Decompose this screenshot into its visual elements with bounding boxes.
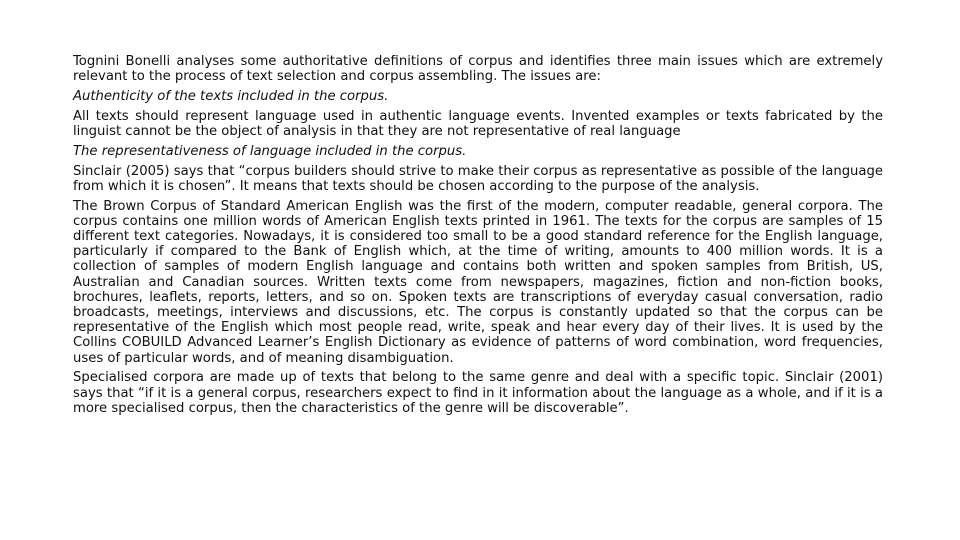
text-body [73, 54, 883, 421]
paragraph-intro: Tognini Bonelli analyses some authoritative definitions of corpus and identifies three main issues which are extremely relevant to the process of text selection and corpus assembling. The issues are: [73, 54, 883, 85]
paragraph-specialised-corpora: Specialised corpora are made up of texts that belong to the same genre and deal with a specific topic. Sinclair (2001) says that “if it is a general corpus, researchers expect to find in it information about the language as a whole, and if it is a more specialised corpus, then the characteristics of the genre will be discoverable”. [73, 370, 883, 416]
paragraph-authenticity: All texts should represent language used in authentic language events. Invented examples or texts fabricated by the linguist cannot be the object of analysis in that they are not representative of real language [73, 108, 883, 139]
heading-representativeness: The representativeness of language included in the corpus. [73, 143, 467, 159]
paragraph-brown-corpus: The Brown Corpus of Standard American English was the first of the modern, computer readable, general corpora. The corpus contains one million words of American English texts printed in 1961. The texts for the corpus are samples of 15 different text categories. Nowadays, it is considered too small to be a good standard reference for the English language, particularly if compared to the Bank of English which, at the time of writing, amounts to 400 million words. It is a collection of samples of modern English language and contains both written and spoken samples from British, US, Australian and Canadian sources. Written texts come from newspapers, magazines, fiction and non-fiction books, brochures, leaflets, reports, letters, and so on. Spoken texts are transcriptions of everyday casual conversation, radio broadcasts, meetings, interviews and discussions, etc. The corpus is constantly updated so that the corpus can be representative of the English which most people read, write, speak and hear every day of their lives. It is used by the Collins COBUILD Advanced Learner’s English Dictionary as evidence of patterns of word combination, word frequencies, uses of particular words, and of meaning disambiguation. [73, 198, 883, 366]
paragraph-sinclair-2005: Sinclair (2005) says that “corpus builders should strive to make their corpus as representative as possible of the language from which it is chosen”. It means that texts should be chosen according to the purpose of the analysis. [73, 163, 883, 194]
heading-authenticity: Authenticity of the texts included in the corpus. [73, 89, 389, 104]
